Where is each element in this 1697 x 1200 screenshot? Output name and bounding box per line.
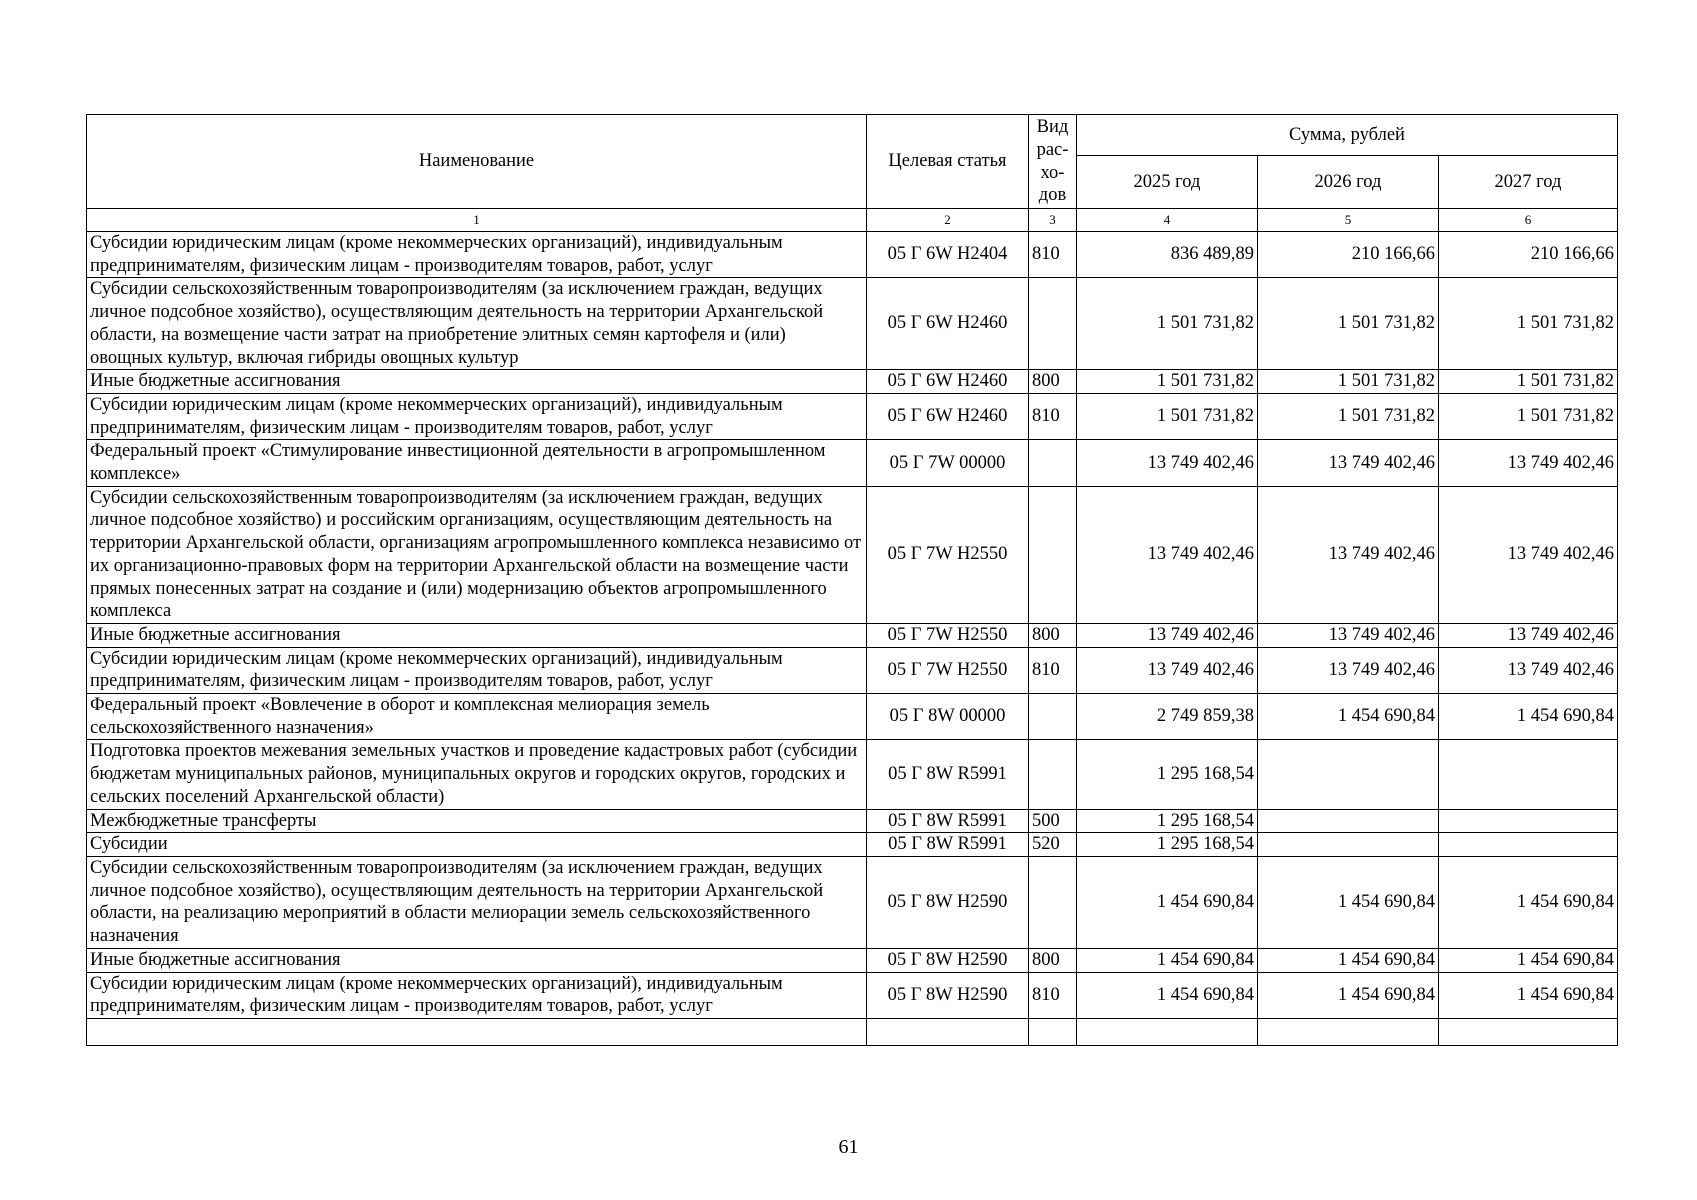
row-sum-2026: 1 501 731,82: [1258, 393, 1439, 439]
row-target-code: 05 Г 8W Н2590: [867, 856, 1029, 948]
header-sum: Сумма, рублей: [1077, 115, 1618, 156]
row-name: Федеральный проект «Стимулирование инвестиционной деятельности в агропромышленном комплексе»: [87, 440, 867, 486]
row-sum-2025: 1 454 690,84: [1077, 972, 1258, 1018]
row-sum-2026: [1258, 833, 1439, 857]
row-sum-2025: 1 295 168,54: [1077, 809, 1258, 833]
row-expense-type: 810: [1029, 232, 1077, 278]
page-number: 61: [838, 1136, 859, 1158]
row-sum-2026: 1 454 690,84: [1258, 972, 1439, 1018]
row-name: Субсидии сельскохозяйственным товаропроизводителям (за исключением граждан, ведущих личное подсобное хозяйство), осуществляющим деятельность на территории Архангельской области, на реализацию мероприятий в области мелиорации земель сельскохозяйственного назначения: [87, 856, 867, 948]
row-sum-2026: 1 501 731,82: [1258, 278, 1439, 370]
row-expense-type: 810: [1029, 393, 1077, 439]
row-sum-2026: 1 454 690,84: [1258, 694, 1439, 740]
table-row: [87, 486, 1618, 623]
table-row: [87, 440, 1618, 486]
table-row: [87, 740, 1618, 809]
row-sum-2026: 13 749 402,46: [1258, 647, 1439, 693]
row-target-code: 05 Г 6W Н2460: [867, 370, 1029, 394]
column-index: 2: [867, 209, 1029, 232]
row-target-code: 05 Г 6W Н2404: [867, 232, 1029, 278]
row-sum-2025: 2 749 859,38: [1077, 694, 1258, 740]
table-row: [87, 694, 1618, 740]
row-target-code: 05 Г 6W Н2460: [867, 278, 1029, 370]
table-row: [87, 278, 1618, 370]
row-name: Субсидии юридическим лицам (кроме некоммерческих организаций), индивидуальным предпринимателям, физическим лицам - производителям товаров, работ, услуг: [87, 972, 867, 1018]
row-expense-type: [1029, 440, 1077, 486]
row-target-code: 05 Г 7W 00000: [867, 440, 1029, 486]
row-sum-2027: 13 749 402,46: [1439, 486, 1618, 623]
row-sum-2026: 1 454 690,84: [1258, 948, 1439, 972]
row-sum-2025: 13 749 402,46: [1077, 486, 1258, 623]
row-expense-type: 500: [1029, 809, 1077, 833]
row-sum-2025: 1 501 731,82: [1077, 393, 1258, 439]
row-sum-2027: 1 501 731,82: [1439, 370, 1618, 394]
row-target-code: 05 Г 8W R5991: [867, 833, 1029, 857]
header-vid: Вид рас-хо-дов: [1029, 115, 1077, 209]
header-2027: 2027 год: [1439, 156, 1618, 209]
row-sum-2026: 13 749 402,46: [1258, 486, 1439, 623]
row-sum-2027: 210 166,66: [1439, 232, 1618, 278]
column-index: 4: [1077, 209, 1258, 232]
table-row: [87, 232, 1618, 278]
row-sum-2027: 13 749 402,46: [1439, 623, 1618, 647]
row-expense-type: [1029, 486, 1077, 623]
row-name: Иные бюджетные ассигнования: [87, 370, 867, 394]
row-target-code: 05 Г 7W Н2550: [867, 647, 1029, 693]
row-expense-type: 800: [1029, 370, 1077, 394]
table-row: [87, 833, 1618, 857]
row-expense-type: 800: [1029, 948, 1077, 972]
row-sum-2025: 13 749 402,46: [1077, 440, 1258, 486]
row-sum-2026: 1 454 690,84: [1258, 856, 1439, 948]
row-sum-2026: [1258, 809, 1439, 833]
row-name: Субсидии: [87, 833, 867, 857]
row-sum-2026: [1258, 740, 1439, 809]
row-name: Субсидии юридическим лицам (кроме некоммерческих организаций), индивидуальным предпринимателям, физическим лицам - производителям товаров, работ, услуг: [87, 232, 867, 278]
row-sum-2025: 1 295 168,54: [1077, 833, 1258, 857]
column-index: 5: [1258, 209, 1439, 232]
row-expense-type: 810: [1029, 647, 1077, 693]
empty-row: [87, 1018, 1618, 1045]
row-sum-2026: 13 749 402,46: [1258, 440, 1439, 486]
row-sum-2026: 1 501 731,82: [1258, 370, 1439, 394]
row-sum-2027: 1 454 690,84: [1439, 972, 1618, 1018]
row-name: Подготовка проектов межевания земельных участков и проведение кадастровых работ (субсидии бюджетам муниципальных районов, муниципальных округов и городских округов, городских и сельских поселений Архангельской области): [87, 740, 867, 809]
row-sum-2025: 1 454 690,84: [1077, 856, 1258, 948]
table-row: [87, 370, 1618, 394]
row-expense-type: [1029, 694, 1077, 740]
row-name: Субсидии сельскохозяйственным товаропроизводителям (за исключением граждан, ведущих личное подсобное хозяйство) и российским организациям, осуществляющим деятельность на территории Архангельской области, организациям агропромышленного комплекса независимо от их организационно-правовых форм на территории Архангельской области на возмещение части прямых понесенных затрат на создание и (или) модернизацию объектов агропромышленного комплекса: [87, 486, 867, 623]
table-row: [87, 948, 1618, 972]
row-sum-2027: [1439, 833, 1618, 857]
row-sum-2027: 1 501 731,82: [1439, 278, 1618, 370]
row-sum-2025: 1 454 690,84: [1077, 948, 1258, 972]
table-body: [87, 232, 1618, 1046]
row-target-code: 05 Г 7W Н2550: [867, 623, 1029, 647]
row-sum-2025: 1 501 731,82: [1077, 278, 1258, 370]
row-target-code: 05 Г 8W Н2590: [867, 972, 1029, 1018]
row-name: Субсидии сельскохозяйственным товаропроизводителям (за исключением граждан, ведущих личное подсобное хозяйство), осуществляющим деятельность на территории Архангельской области, на возмещение части затрат на приобретение элитных семян картофеля и (или) овощных культур, включая гибриды овощных культур: [87, 278, 867, 370]
row-sum-2025: 1 295 168,54: [1077, 740, 1258, 809]
row-expense-type: 810: [1029, 972, 1077, 1018]
row-sum-2026: 13 749 402,46: [1258, 623, 1439, 647]
row-sum-2027: [1439, 809, 1618, 833]
row-name: Субсидии юридическим лицам (кроме некоммерческих организаций), индивидуальным предпринимателям, физическим лицам - производителям товаров, работ, услуг: [87, 647, 867, 693]
row-sum-2027: 13 749 402,46: [1439, 647, 1618, 693]
header-name: Наименование: [87, 115, 867, 209]
row-expense-type: 520: [1029, 833, 1077, 857]
table-row: [87, 856, 1618, 948]
table-row: [87, 972, 1618, 1018]
row-sum-2027: 1 454 690,84: [1439, 856, 1618, 948]
row-sum-2026: 210 166,66: [1258, 232, 1439, 278]
row-target-code: 05 Г 8W R5991: [867, 809, 1029, 833]
row-target-code: 05 Г 7W Н2550: [867, 486, 1029, 623]
row-expense-type: [1029, 856, 1077, 948]
column-index: 3: [1029, 209, 1077, 232]
row-name: Межбюджетные трансферты: [87, 809, 867, 833]
budget-table: [86, 114, 1618, 1046]
column-index: 6: [1439, 209, 1618, 232]
row-sum-2027: 1 454 690,84: [1439, 694, 1618, 740]
header-2026: 2026 год: [1258, 156, 1439, 209]
row-target-code: 05 Г 8W Н2590: [867, 948, 1029, 972]
header-2025: 2025 год: [1077, 156, 1258, 209]
row-target-code: 05 Г 6W Н2460: [867, 393, 1029, 439]
row-sum-2027: 1 454 690,84: [1439, 948, 1618, 972]
row-name: Иные бюджетные ассигнования: [87, 623, 867, 647]
row-name: Субсидии юридическим лицам (кроме некоммерческих организаций), индивидуальным предпринимателям, физическим лицам - производителям товаров, работ, услуг: [87, 393, 867, 439]
row-target-code: 05 Г 8W R5991: [867, 740, 1029, 809]
row-target-code: 05 Г 8W 00000: [867, 694, 1029, 740]
row-name: Иные бюджетные ассигнования: [87, 948, 867, 972]
row-expense-type: [1029, 278, 1077, 370]
row-sum-2027: 13 749 402,46: [1439, 440, 1618, 486]
row-sum-2027: [1439, 740, 1618, 809]
row-sum-2025: 13 749 402,46: [1077, 623, 1258, 647]
table-row: [87, 809, 1618, 833]
table-row: [87, 393, 1618, 439]
table-row: [87, 623, 1618, 647]
header-target: Целевая статья: [867, 115, 1029, 209]
row-sum-2025: 836 489,89: [1077, 232, 1258, 278]
row-sum-2025: 13 749 402,46: [1077, 647, 1258, 693]
table-header: [87, 115, 1618, 232]
row-sum-2025: 1 501 731,82: [1077, 370, 1258, 394]
row-expense-type: 800: [1029, 623, 1077, 647]
row-sum-2027: 1 501 731,82: [1439, 393, 1618, 439]
table-row: [87, 647, 1618, 693]
row-expense-type: [1029, 740, 1077, 809]
row-name: Федеральный проект «Вовлечение в оборот и комплексная мелиорация земель сельскохозяйственного назначения»: [87, 694, 867, 740]
column-index: 1: [87, 209, 867, 232]
